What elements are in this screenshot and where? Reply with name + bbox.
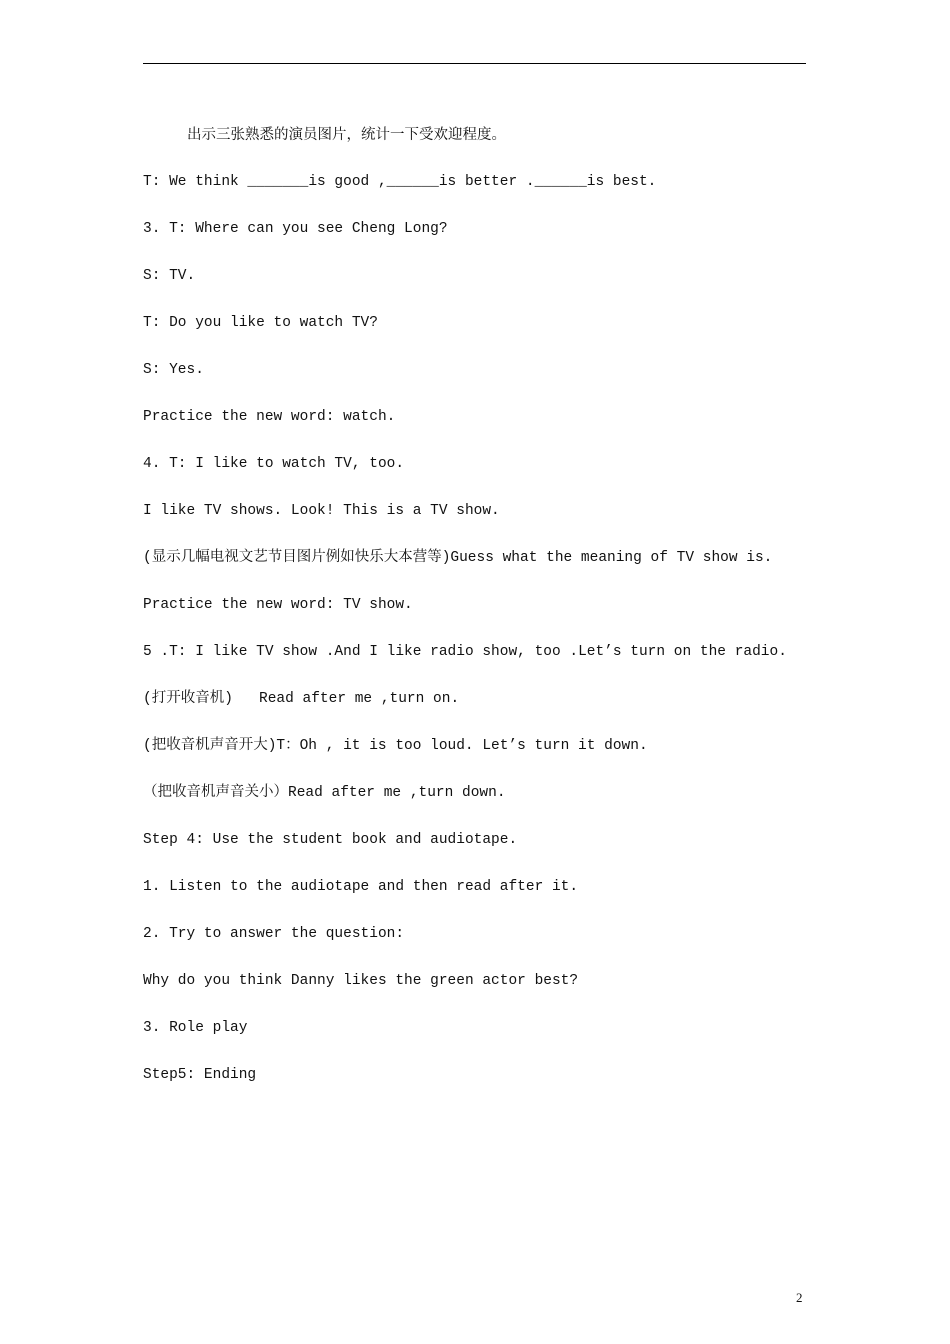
text-line: (把收音机声音开大)T：Oh , it is too loud. Let’s turn it down. [143,738,648,754]
text-line: T: We think _______is good ,______is better .______is best. [143,174,657,190]
text-line: 5 .T: I like TV show .And I like radio show, too .Let’s turn on the radio. [143,644,787,660]
text-line: (打开收音机) Read after me ,turn on. [143,691,460,707]
text-line: 3. Role play [143,1020,248,1036]
page-number: 2 [796,1290,803,1305]
text-line: Practice the new word: TV show. [143,597,413,613]
header-rule [143,63,806,64]
text-line: Step5: Ending [143,1067,257,1083]
text-line: （把收音机声音关小）Read after me ,turn down. [143,785,506,801]
text-line: 2. Try to answer the question: [143,926,405,942]
text-line: Practice the new word: watch. [143,409,396,425]
text-line: 3. T: Where can you see Cheng Long? [143,221,448,237]
document-body [143,124,823,1111]
text-line: Why do you think Danny likes the green actor best? [143,973,579,989]
text-line: Step 4: Use the student book and audiotape. [143,832,518,848]
text-line: S: Yes. [143,362,204,378]
text-line: (显示几幅电视文艺节目图片例如快乐大本营等)Guess what the meaning of TV show is. [143,550,773,566]
text-line: S: TV. [143,268,196,284]
text-line: I like TV shows. Look! This is a TV show. [143,503,500,519]
text-line: 出示三张熟悉的演员图片，统计一下受欢迎程度。 [187,127,506,143]
text-line: T: Do you like to watch TV? [143,315,378,331]
text-line: 1. Listen to the audiotape and then read after it. [143,879,579,895]
text-line: 4. T: I like to watch TV, too. [143,456,405,472]
